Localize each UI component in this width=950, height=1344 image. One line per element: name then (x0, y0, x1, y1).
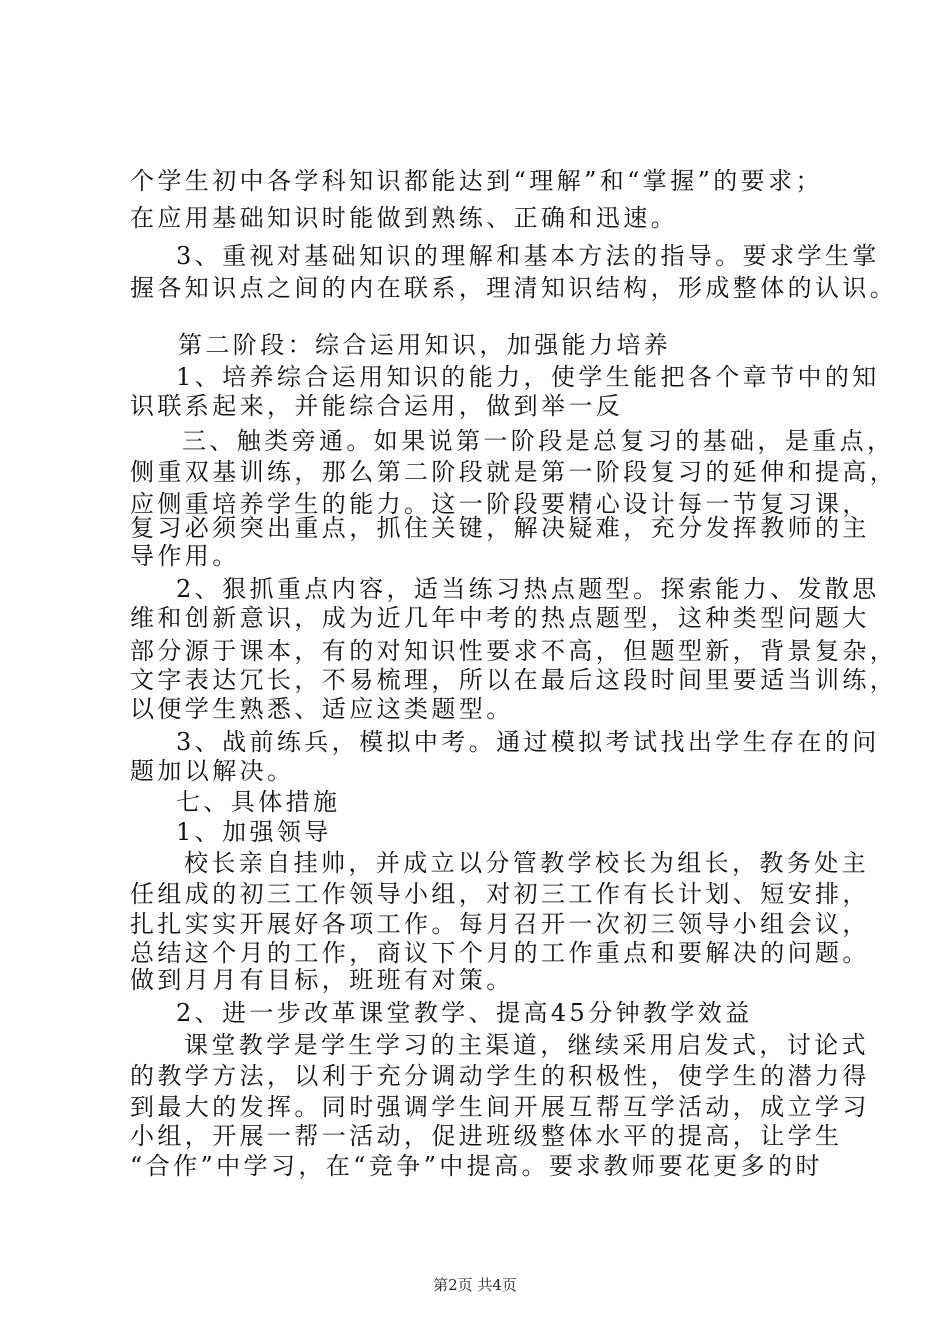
text-line: 维和创新意识，成为近几年中考的热点题型，这种类型问题大 (130, 604, 870, 632)
text-line: 题加以解决。 (130, 757, 295, 785)
text-line: 个学生初中各学科知识都能达到“理解”和“掌握”的要求； (130, 167, 823, 195)
text-line: 3、重视对基础知识的理解和基本方法的指导。要求学生掌 (176, 242, 880, 270)
section-heading: 七、具体措施 (176, 788, 341, 816)
text-line: 总结这个月的工作，商议下个月的工作重点和要解决的问题。 (130, 939, 870, 967)
text-line: 三、触类旁通。如果说第一阶段是总复习的基础，是重点， (182, 427, 895, 455)
text-line: “合作”中学习，在“竞争”中提高。要求教师要花更多的时 (130, 1152, 823, 1180)
text-line: 课堂教学是学生学习的主渠道，继续采用启发式，讨论式 (184, 1031, 869, 1059)
text-line: 做到月月有目标，班班有对策。 (130, 966, 514, 994)
text-line: 文字表达冗长，不易梳理，所以在最后这段时间里要适当训练， (130, 666, 898, 694)
subsection-heading: 1、加强领导 (176, 818, 332, 846)
text-line: 到最大的发挥。同时强调学生间开展互帮互学活动，成立学习 (130, 1093, 870, 1121)
text-line: 导作用。 (130, 542, 240, 570)
text-line: 任组成的初三工作领导小组，对初三工作有长计划、短安排， (130, 880, 870, 908)
text-line: 复习必须突出重点，抓住关键，解决疑难，充分发挥教师的主 (130, 514, 870, 542)
text-line: 应侧重培养学生的能力。这一阶段要精心设计每一节复习课， (130, 490, 870, 518)
text-line: 1、培养综合运用知识的能力，使学生能把各个章节中的知 (176, 363, 880, 391)
text-line: 侧重双基训练，那么第二阶段就是第一阶段复习的延伸和提高， (130, 458, 898, 486)
text-line: 以便学生熟悉、适应这类题型。 (130, 695, 514, 723)
subsection-heading: 2、进一步改革课堂教学、提高45分钟教学效益 (176, 999, 753, 1027)
text-line: 3、战前练兵，模拟中考。通过模拟考试找出学生存在的问 (176, 728, 880, 756)
text-line: 2、狠抓重点内容，适当练习热点题型。探索能力、发散思 (176, 575, 880, 603)
section-heading: 第二阶段：综合运用知识，加强能力培养 (178, 331, 672, 359)
text-line: 扎扎实实开展好各项工作。每月召开一次初三领导小组会议， (130, 910, 870, 938)
text-line: 握各知识点之间的内在联系，理清知识结构，形成整体的认识。 (130, 274, 898, 302)
text-line: 校长亲自挂帅，并成立以分管教学校长为组长，教务处主 (184, 849, 869, 877)
text-line: 部分源于课本，有的对知识性要求不高，但题型新，背景复杂， (130, 637, 898, 665)
text-line: 识联系起来，并能综合运用，做到举一反 (130, 392, 624, 420)
text-line: 的教学方法，以利于充分调动学生的积极性，使学生的潜力得 (130, 1062, 870, 1090)
page-footer: 第2页 共4页 (433, 1276, 517, 1294)
text-line: 在应用基础知识时能做到熟练、正确和迅速。 (130, 204, 678, 232)
text-line: 小组，开展一帮一活动，促进班级整体水平的提高，让学生 (130, 1122, 843, 1150)
